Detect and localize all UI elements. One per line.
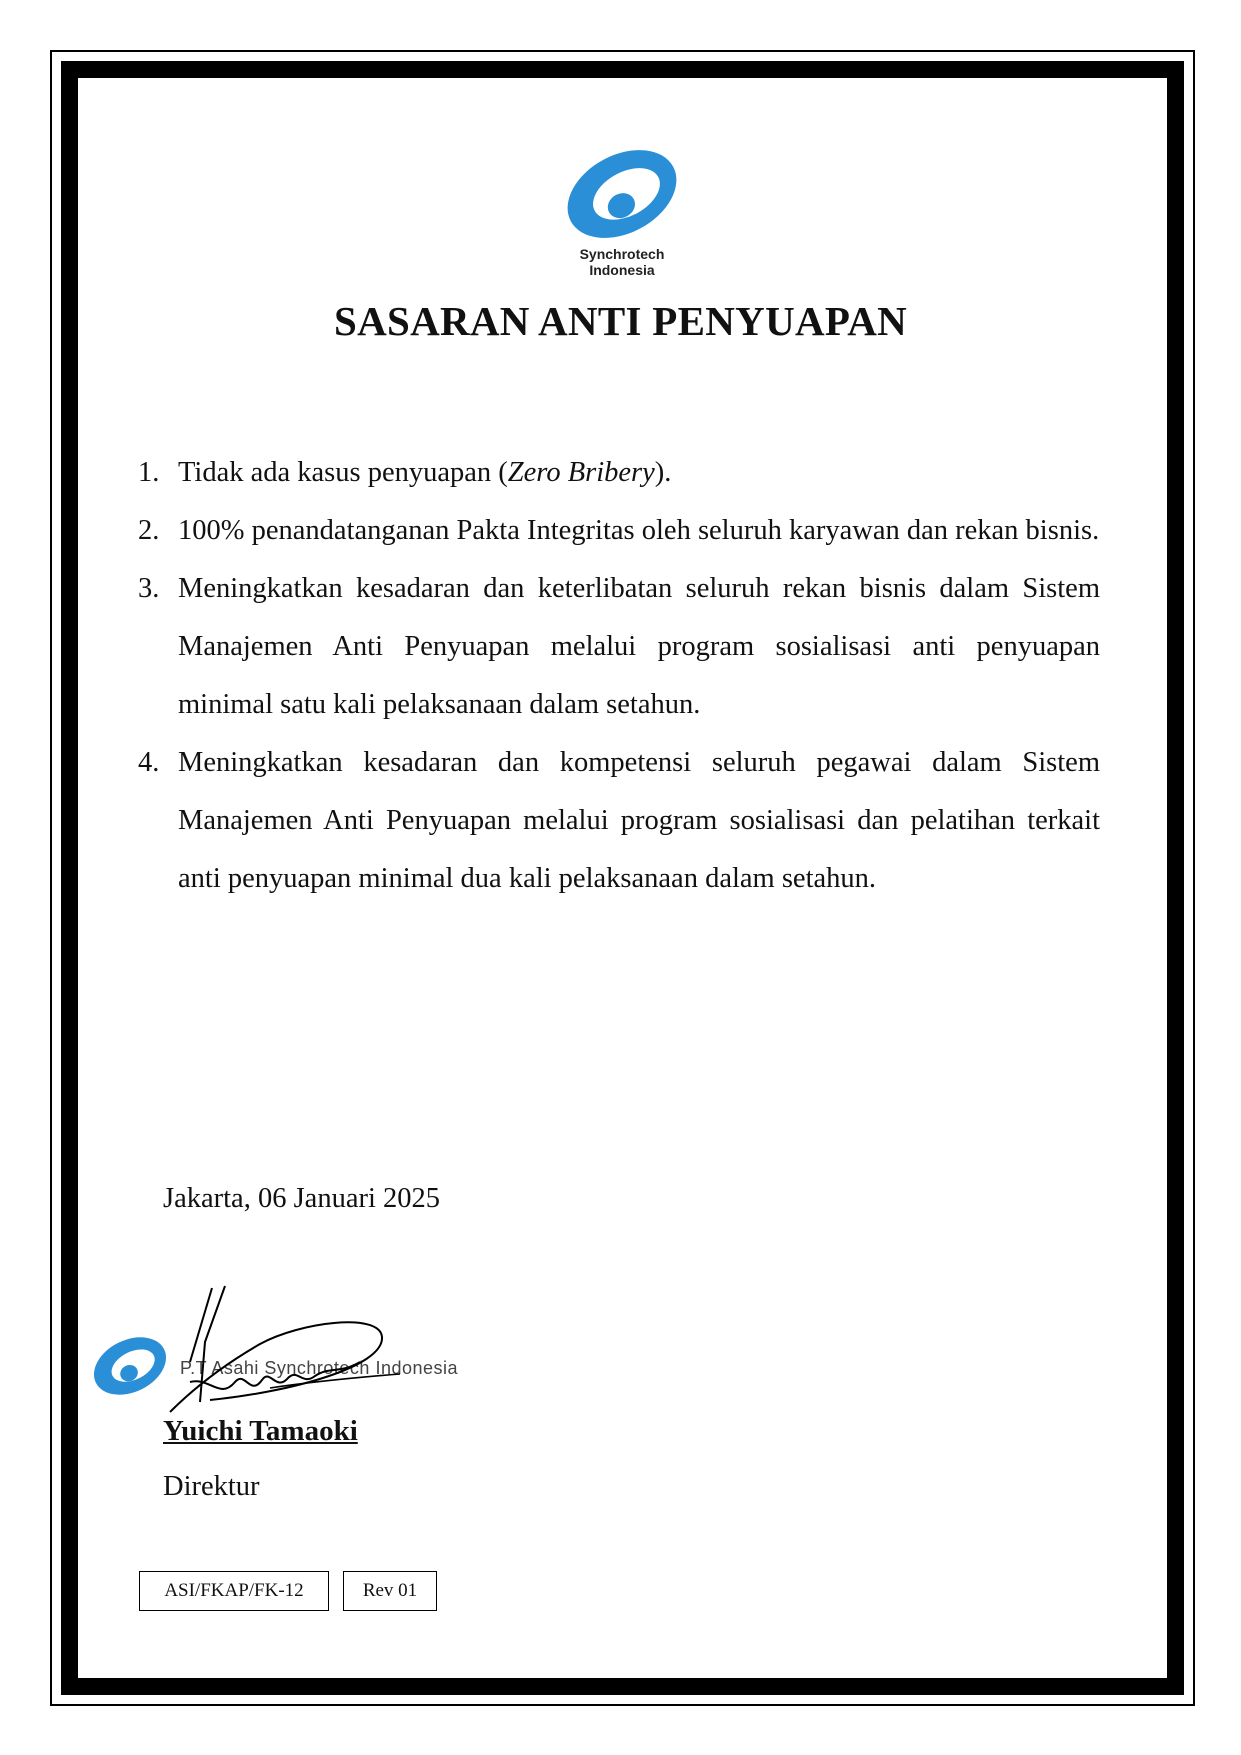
signer-role: Direktur: [163, 1471, 260, 1502]
logo-mark-icon: [560, 138, 684, 246]
stamp-text: P.T Asahi Synchrotech Indonesia: [180, 1358, 459, 1378]
signature-icon: [150, 1282, 410, 1422]
item-text-end: ).: [654, 457, 672, 488]
signer-name: Yuichi Tamaoki: [163, 1415, 358, 1447]
item-number: 4.: [138, 747, 160, 778]
list-item: [138, 560, 1100, 734]
objectives-list: [138, 444, 1100, 908]
item-text: 100% penandatanganan Pakta Integritas oleh seluruh karyawan dan rekan bisnis.: [178, 515, 1100, 546]
logo-brand-line2: Indonesia: [589, 262, 655, 278]
item-text: Meningkatkan kesadaran dan kompetensi seluruh pegawai dalam Sistem Manajemen Anti Penyuapan melalui program sosialisasi dan pelatihan terkait anti penyuapan minimal dua kali pelaksanaan dalam setahun.: [178, 747, 1100, 894]
item-text-start: Tidak ada kasus penyuapan (: [178, 457, 508, 488]
item-text-italic: Zero Bribery: [507, 457, 655, 488]
item-number: 3.: [138, 573, 160, 604]
list-item: [138, 444, 1100, 502]
list-item: [138, 502, 1100, 560]
item-number: 1.: [138, 457, 160, 488]
item-number: 2.: [138, 515, 160, 546]
place-date: Jakarta, 06 Januari 2025: [163, 1183, 440, 1214]
item-text: [178, 457, 671, 488]
list-item: [138, 734, 1100, 908]
revision-badge: Rev 01: [343, 1571, 437, 1611]
logo-brand-line1: Synchrotech: [579, 246, 665, 262]
document-title: SASARAN ANTI PENYUAPAN: [333, 298, 908, 344]
document-code: ASI/FKAP/FK-12: [139, 1571, 329, 1611]
company-logo: [560, 138, 684, 288]
item-text: Meningkatkan kesadaran dan keterlibatan seluruh rekan bisnis dalam Sistem Manajemen Anti Penyuapan melalui program sosialisasi anti penyuapan minimal satu kali pelaksanaan dalam setahun.: [178, 573, 1100, 720]
